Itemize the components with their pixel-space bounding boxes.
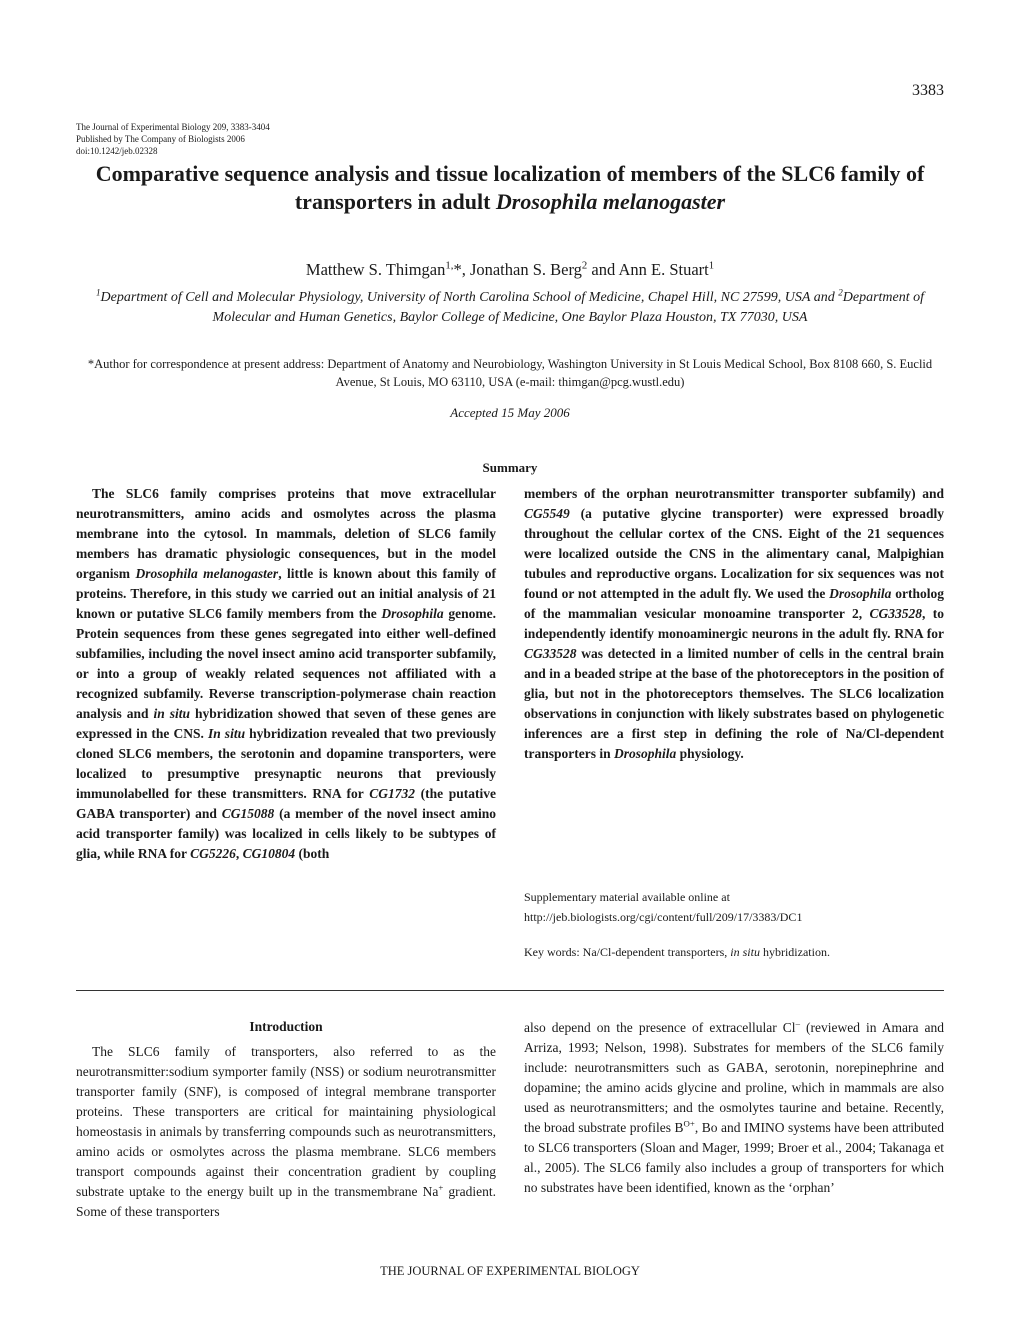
summary-text: physiology. — [676, 746, 744, 761]
correspondence-note: *Author for correspondence at present address: Department of Anatomy and Neurobiology, Washington University in St Louis Medical School, Box 8108 660, S. Euclid Avenue, St Louis, MO 63110, USA (e-mail: thimgan@pcg.wustl.edu) — [87, 357, 933, 389]
author-1-star: * — [453, 260, 462, 279]
summary-left-column — [76, 484, 496, 864]
title-species: Drosophila melanogaster — [495, 189, 726, 214]
introduction-right-column — [524, 1018, 944, 1198]
summary-text: , little is known about this family of proteins. Therefore, in this study we carried out an initial analysis of 21 known or putative SLC6 family members from the — [76, 566, 496, 621]
summary-text: ortholog of the mammalian vesicular monoamine transporter 2, — [524, 586, 944, 621]
summary-heading: Summary — [482, 460, 538, 475]
summary-text: The SLC6 family comprises proteins that move extracellular neurotransmitters, amino acids and osmolytes across the plasma membrane into the cytosol. In mammals, deletion of SLC6 family members has dramatic physiologic consequences, but in the model organism — [76, 486, 496, 581]
summary-text: , to independently identify monoaminergic neurons in the adult fly. RNA for — [524, 606, 944, 641]
section-divider — [76, 990, 944, 991]
affiliations — [80, 288, 940, 328]
affiliation-2: Department of Molecular and Human Genetics, Baylor College of Medicine, One Baylor Plaza Houston, TX 77030, USA — [212, 290, 925, 325]
introduction-superscript: + — [438, 1182, 444, 1193]
summary-text: (a member of the novel insect amino acid transporter family) was localized in cells likely to be subtypes of glia, while RNA for — [76, 806, 497, 861]
summary-italic: CG1732 — [369, 786, 415, 801]
introduction-text: The SLC6 family of transporters, also referred to as the neurotransmitter:sodium symporter family (NSS) or sodium neurotransmitter transporter family (SNF), is composed of integral membrane transporter proteins. These transporters are critical for maintaining physiological homeostasis in animals by transferring compounds such as neurotransmitters, amino acids or osmolytes across the plasma membrane. SLC6 members transport compounds against their concentration gradient by coupling substrate uptake to the energy built up in the transmembrane Na — [76, 1044, 496, 1199]
summary-italic: Drosophila — [381, 606, 444, 621]
introduction-superscript: – — [795, 1018, 800, 1029]
accepted-date: Accepted 15 May 2006 — [450, 405, 570, 420]
summary-text: members of the orphan neurotransmitter transporter subfamily) and — [524, 486, 944, 501]
author-1-affiliation: 1, — [445, 259, 454, 272]
page-number: 3383 — [912, 82, 944, 99]
summary-text: genome. Protein sequences from these genes segregated into either well-defined subfamilies, including the novel insect amino acid transporter subfamily, or into a group of weakly related sequences not affiliated with a recognized subfamily. Reverse transcription-polymerase chain reaction analysis and — [76, 606, 496, 721]
doi-line: doi:10.1242/jeb.02328 — [76, 146, 158, 156]
summary-italic: CG33528 — [869, 606, 922, 621]
introduction-left-column — [76, 1042, 496, 1222]
publisher-line: Published by The Company of Biologists 2006 — [76, 134, 245, 144]
summary-text: (the putative GABA transporter) and — [76, 786, 496, 821]
title-text: Comparative sequence analysis and tissue localization of members of the SLC6 family of transporters in adult — [95, 161, 925, 214]
keywords-text: hybridization. — [759, 945, 830, 959]
summary-italic: CG10804 — [242, 846, 296, 861]
supplementary-link[interactable]: http://jeb.biologists.org/cgi/content/full/209/17/3383/DC1 — [524, 910, 803, 924]
author-list — [60, 260, 960, 280]
journal-volume-line: The Journal of Experimental Biology 209, 3383-3404 — [76, 122, 270, 132]
author-1: Matthew S. Thimgan — [305, 260, 446, 279]
keywords-italic: in situ — [730, 945, 760, 959]
introduction-text: (reviewed in Amara and Arriza, 1993; Nelson, 1998). Substrates for members of the SLC6 family include: neurotransmitters such as GABA, serotonin, norepinephrine and dopamine; the amino acids glycine and proline, which in mammals are also used as neurotransmitters; and the osmolytes taurine and betaine. Recently, the broad substrate profiles B — [524, 1020, 944, 1135]
author-3-affiliation: 1 — [708, 259, 715, 272]
summary-text: was detected in a limited number of cells in the central brain and in a beaded stripe at the base of the photoreceptors in the position of glia, but not in the photoreceptors themselves. The SLC6 localization observations in conjunction with likely substrates based on phylogenetic inferences are a first step in defining the role of Na/Cl-dependent transporters in — [524, 646, 944, 761]
article-title — [60, 160, 960, 216]
introduction-superscript: O+ — [683, 1118, 695, 1129]
summary-italic: Drosophila — [614, 746, 677, 761]
summary-text: hybridization revealed that two previously cloned SLC6 members, the serotonin and dopamine transporters, were localized to presumptive presynaptic neurons that previously immunolabelled for these transmitters. RNA for — [76, 726, 496, 801]
affiliation-2-marker: 2 — [838, 287, 843, 298]
supplementary-note — [524, 887, 944, 927]
introduction-heading: Introduction — [249, 1019, 323, 1034]
journal-footer: THE JOURNAL OF EXPERIMENTAL BIOLOGY — [380, 1264, 640, 1278]
author-3: and Ann E. Stuart — [587, 260, 709, 279]
summary-right-column — [524, 484, 944, 764]
introduction-text: also depend on the presence of extracellular Cl — [524, 1020, 796, 1035]
journal-citation — [76, 121, 270, 157]
supplementary-label: Supplementary material available online at — [524, 890, 730, 904]
keywords-text: Key words: Na/Cl-dependent transporters, — [524, 945, 731, 959]
summary-text: (both — [295, 846, 330, 861]
summary-italic: Drosophila melanogaster — [135, 566, 279, 581]
summary-italic: In situ — [207, 726, 246, 741]
summary-italic: CG33528 — [524, 646, 577, 661]
summary-italic: CG5549 — [524, 506, 570, 521]
introduction-text: , Bo and IMINO systems have been attributed to SLC6 transporters (Sloan and Mager, 1999; Broer et al., 2004; Takanaga et al., 2005). The SLC6 family also includes a group of transporters for which no substrates have been identified, known as the ‘orphan’ — [524, 1120, 944, 1195]
introduction-text: gradient. Some of these transporters — [76, 1184, 497, 1219]
summary-italic: CG5226 — [190, 846, 236, 861]
summary-text: , — [235, 846, 243, 861]
keywords — [524, 945, 944, 960]
summary-italic: in situ — [153, 706, 191, 721]
affiliation-1-marker: 1 — [95, 287, 101, 298]
summary-text: (a putative glycine transporter) were expressed broadly throughout the cellular cortex of the CNS. Eight of the 21 sequences were localized outside the CNS in the alimentary canal, Malpighian tubules and reproductive organs. Localization for six sequences was not found or not attempted in the adult fly. We used the — [524, 506, 944, 601]
affiliation-1: Department of Cell and Molecular Physiology, University of North Carolina School of Medicine, Chapel Hill, NC 27599, USA and — [100, 290, 839, 305]
summary-italic: CG15088 — [221, 806, 275, 821]
summary-text: hybridization showed that seven of these genes are expressed in the CNS. — [76, 706, 496, 741]
summary-italic: Drosophila — [829, 586, 892, 601]
author-2-affiliation: 2 — [581, 259, 588, 272]
author-2: , Jonathan S. Berg — [461, 260, 582, 279]
